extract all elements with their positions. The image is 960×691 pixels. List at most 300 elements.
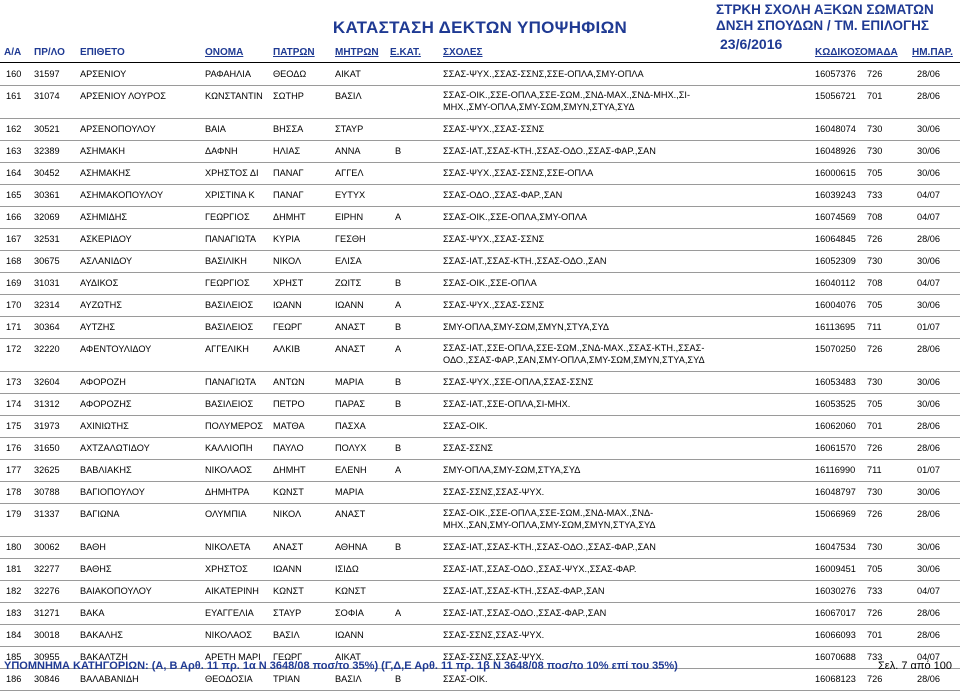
cell-surname: ΒΑΓΙΟΠΟΥΛΟΥ	[80, 487, 145, 497]
table-row	[0, 86, 960, 119]
cell-code: 16070688	[815, 652, 856, 662]
cell-prlo: 31312	[34, 399, 60, 409]
cell-code: 16061570	[815, 443, 856, 453]
cell-father: ΝΙΚΟΛ	[273, 509, 302, 519]
header-date: 23/6/2016	[720, 36, 783, 52]
cell-code: 16009451	[815, 564, 856, 574]
cell-father: ΜΑΤΘΑ	[273, 421, 305, 431]
col-prlo: ΠΡ/ΛΟ	[34, 47, 65, 58]
cell-father: ΤΡΙΑΝ	[273, 674, 301, 684]
cell-code: 16040112	[815, 278, 856, 288]
cell-mother: ΓΕΣΘΗ	[335, 234, 366, 244]
table-row	[0, 504, 960, 537]
cell-group: 733	[867, 652, 883, 662]
header-rule	[0, 62, 960, 63]
cell-schools: ΣΣΑΣ-ΣΣΝΣ	[443, 443, 493, 453]
cell-aa: 176	[6, 443, 22, 453]
cell-surname: ΑΡΣΕΝΙΟΥ ΛΟΥΡΟΣ	[80, 91, 166, 101]
table-row	[0, 273, 960, 295]
cell-surname: ΒΑΘΗΣ	[80, 564, 112, 574]
cell-name: ΝΙΚΟΛΑΟΣ	[205, 630, 252, 640]
col-impar: ΗΜ.ΠΑΡ.	[912, 47, 953, 58]
cell-code: 16062060	[815, 421, 856, 431]
column-headers	[0, 47, 960, 63]
table-row	[0, 669, 960, 691]
cell-father: ΔΗΜΗΤ	[273, 465, 306, 475]
cell-name: ΧΡΙΣΤΙΝΑ Κ	[205, 190, 255, 200]
col-aa: Α/Α	[4, 47, 22, 58]
table-row	[0, 460, 960, 482]
cell-father: ΣΩΤΗΡ	[273, 91, 304, 101]
cell-prlo: 30788	[34, 487, 60, 497]
cell-group: 730	[867, 146, 883, 156]
cell-code: 16048797	[815, 487, 856, 497]
cell-date: 28/06	[917, 630, 940, 640]
cell-aa: 167	[6, 234, 22, 244]
cell-prlo: 30364	[34, 322, 60, 332]
cell-aa: 185	[6, 652, 22, 662]
cell-aa: 182	[6, 586, 22, 596]
cell-code: 16064845	[815, 234, 856, 244]
table-row	[0, 119, 960, 141]
cell-father: ΒΗΣΣΑ	[273, 124, 304, 134]
cell-name: ΕΥΑΓΓΕΛΙΑ	[205, 608, 254, 618]
cell-aa: 168	[6, 256, 22, 266]
cell-surname: ΑΡΣΕΝΙΟΥ	[80, 69, 127, 79]
cell-name: ΒΑΣΙΛΕΙΟΣ	[205, 300, 254, 310]
cell-group: 708	[867, 278, 883, 288]
cell-date: 01/07	[917, 322, 940, 332]
cell-code: 16000615	[815, 168, 856, 178]
cell-date: 30/06	[917, 124, 940, 134]
header-org-block	[716, 2, 956, 52]
col-omada: ΟΜΑΔΑ	[860, 47, 898, 58]
cell-code: 16047534	[815, 542, 856, 552]
cell-date: 04/07	[917, 652, 940, 662]
cell-group: 730	[867, 542, 883, 552]
cell-group: 730	[867, 256, 883, 266]
cell-category: Α	[395, 344, 402, 354]
cell-mother: ΑΙΚΑΤ	[335, 652, 361, 662]
cell-date: 30/06	[917, 399, 940, 409]
cell-surname: ΒΑΓΙΩΝΑ	[80, 509, 120, 519]
cell-group: 726	[867, 608, 883, 618]
cell-aa: 171	[6, 322, 22, 332]
cell-code: 16052309	[815, 256, 856, 266]
cell-prlo: 32531	[34, 234, 60, 244]
cell-category: Α	[395, 608, 402, 618]
cell-group: 730	[867, 377, 883, 387]
cell-father: ΑΝΤΩΝ	[273, 377, 305, 387]
cell-category: Α	[395, 212, 402, 222]
col-patron: ΠΑΤΡΩΝ	[273, 47, 315, 58]
header-org-line1: ΣΤΡΚΗ ΣΧΟΛΗ ΑΞΚΩΝ ΣΩΜΑΤΩΝ	[716, 2, 934, 17]
cell-surname: ΑΣΗΜΑΚΗ	[80, 146, 125, 156]
cell-father: ΔΗΜΗΤ	[273, 212, 306, 222]
cell-date: 30/06	[917, 256, 940, 266]
table-row	[0, 317, 960, 339]
table-row	[0, 372, 960, 394]
cell-group: 726	[867, 344, 883, 354]
cell-group: 708	[867, 212, 883, 222]
cell-group: 705	[867, 564, 883, 574]
cell-mother: ΜΑΡΙΑ	[335, 487, 364, 497]
cell-prlo: 32604	[34, 377, 60, 387]
cell-date: 30/06	[917, 300, 940, 310]
table-row	[0, 438, 960, 460]
cell-prlo: 30361	[34, 190, 60, 200]
cell-surname: ΒΑΚΑΛΤΖΗ	[80, 652, 128, 662]
cell-group: 730	[867, 124, 883, 134]
table-row	[0, 251, 960, 273]
cell-mother: ΠΑΡΑΣ	[335, 399, 366, 409]
cell-father: ΓΕΩΡΓ	[273, 322, 303, 332]
cell-prlo: 30675	[34, 256, 60, 266]
cell-name: ΑΡΕΤΗ ΜΑΡΙ	[205, 652, 261, 662]
cell-prlo: 30521	[34, 124, 60, 134]
cell-group: 711	[867, 465, 882, 475]
cell-schools: ΣΣΑΣ-ΟΙΚ.,ΣΣΕ-ΟΠΛΑ,ΣΣΕ-ΣΩΜ.,ΣΝΔ-ΜΑΧ.,ΣΝΔ-ΜΗΧ.,ΣΑΝ,ΣΜΥ-ΟΠΛΑ,ΣΜΥ-ΣΩΜ,ΣΜΥΝ,ΣΤΥΑ,ΣΥΔ	[443, 508, 656, 530]
cell-father: ΓΕΩΡΓ	[273, 652, 303, 662]
cell-father: ΙΩΑΝΝ	[273, 564, 302, 574]
cell-group: 726	[867, 443, 883, 453]
cell-mother: ΖΩΙΤΣ	[335, 278, 362, 288]
cell-name: ΟΛΥΜΠΙΑ	[205, 509, 247, 519]
cell-name: ΒΑΣΙΛΙΚΗ	[205, 256, 247, 266]
cell-schools: ΣΣΑΣ-ΟΙΚ.	[443, 421, 488, 431]
cell-group: 730	[867, 487, 883, 497]
cell-schools: ΣΣΑΣ-ΙΑΤ.,ΣΣΑΣ-ΚΤΗ.,ΣΣΑΣ-ΟΔΟ.,ΣΣΑΣ-ΦΑΡ.,ΣΑΝ	[443, 542, 656, 552]
col-epitheto: ΕΠΙΘΕΤΟ	[80, 47, 125, 58]
table-row	[0, 537, 960, 559]
cell-schools: ΣΣΑΣ-ΨΥΧ.,ΣΣΑΣ-ΣΣΝΣ	[443, 300, 545, 310]
cell-group: 705	[867, 300, 883, 310]
cell-aa: 172	[6, 344, 22, 354]
header-org-line2: ΔΝΣΗ ΣΠΟΥΔΩΝ / ΤΜ. ΕΠΙΛΟΓΗΣ	[716, 18, 929, 33]
cell-schools: ΣΣΑΣ-ΨΥΧ.,ΣΣΑΣ-ΣΣΝΣ,ΣΣΕ-ΟΠΛΑ,ΣΜΥ-ΟΠΛΑ	[443, 69, 644, 79]
cell-date: 28/06	[917, 421, 940, 431]
cell-aa: 165	[6, 190, 22, 200]
cell-mother: ΑΝΑΣΤ	[335, 509, 366, 519]
cell-father: ΗΛΙΑΣ	[273, 146, 301, 156]
cell-name: ΠΑΝΑΓΙΩΤΑ	[205, 377, 257, 387]
cell-date: 28/06	[917, 674, 940, 684]
cell-mother: ΙΣΙΔΩ	[335, 564, 359, 574]
cell-mother: ΑΝΑΣΤ	[335, 344, 366, 354]
cell-father: ΘΕΟΔΩ	[273, 69, 307, 79]
cell-code: 16068123	[815, 674, 856, 684]
cell-date: 30/06	[917, 168, 940, 178]
cell-name: ΧΡΗΣΤΟΣ	[205, 564, 248, 574]
cell-name: ΓΕΩΡΓΙΟΣ	[205, 278, 250, 288]
cell-code: 16116990	[815, 465, 856, 475]
cell-date: 04/07	[917, 278, 940, 288]
cell-name: ΒΑΣΙΛΕΙΟΣ	[205, 322, 254, 332]
cell-schools: ΣΣΑΣ-ΟΔΟ.,ΣΣΑΣ-ΦΑΡ.,ΣΑΝ	[443, 190, 563, 200]
cell-mother: ΠΑΣΧΑ	[335, 421, 366, 431]
cell-mother: ΕΛΙΣΑ	[335, 256, 362, 266]
cell-surname: ΒΑΛΑΒΑΝΙΔΗ	[80, 674, 139, 684]
cell-name: ΑΙΚΑΤΕΡΙΝΗ	[205, 586, 259, 596]
cell-aa: 174	[6, 399, 22, 409]
cell-prlo: 32625	[34, 465, 60, 475]
table-row	[0, 207, 960, 229]
cell-name: ΓΕΩΡΓΙΟΣ	[205, 212, 250, 222]
cell-surname: ΑΥΖΩΤΗΣ	[80, 300, 122, 310]
col-onoma: ΟΝΟΜΑ	[205, 47, 244, 58]
cell-father: ΚΥΡΙΑ	[273, 234, 301, 244]
cell-schools: ΣΣΑΣ-ΙΑΤ.,ΣΣΑΣ-ΟΔΟ.,ΣΣΑΣ-ΦΑΡ.,ΣΑΝ	[443, 608, 607, 618]
cell-mother: ΒΑΣΙΛ	[335, 674, 362, 684]
cell-aa: 166	[6, 212, 22, 222]
cell-prlo: 30846	[34, 674, 60, 684]
cell-name: ΚΑΛΛΙΟΠΗ	[205, 443, 253, 453]
cell-name: ΠΟΛΥΜΕΡΟΣ	[205, 421, 263, 431]
cell-surname: ΑΣΗΜΙΔΗΣ	[80, 212, 128, 222]
cell-schools: ΣΣΑΣ-ΙΑΤ.,ΣΣΕ-ΟΠΛΑ,ΣΣΕ-ΣΩΜ.,ΣΝΔ-ΜΑΧ.,ΣΣΑΣ-ΚΤΗ.,ΣΣΑΣ-ΟΔΟ.,ΣΣΑΣ-ΦΑΡ.,ΣΑΝ,ΣΜΥ-ΟΠΛΑ,ΣΜΥ-ΣΩΜ,ΣΜΥΝ,ΣΤΥΑ,ΣΥΔ	[443, 343, 705, 365]
cell-father: ΒΑΣΙΛ	[273, 630, 300, 640]
cell-group: 726	[867, 674, 883, 684]
cell-father: ΠΑΝΑΓ	[273, 190, 304, 200]
cell-category: Β	[395, 278, 402, 288]
table-row	[0, 625, 960, 647]
cell-code: 16053525	[815, 399, 856, 409]
cell-group: 705	[867, 168, 883, 178]
cell-code: 16067017	[815, 608, 856, 618]
table-row	[0, 229, 960, 251]
cell-aa: 178	[6, 487, 22, 497]
cell-surname: ΒΑΚΑΛΗΣ	[80, 630, 123, 640]
cell-date: 04/07	[917, 586, 940, 596]
cell-name: ΔΗΜΗΤΡΑ	[205, 487, 250, 497]
cell-schools: ΣΣΑΣ-ΟΙΚ.,ΣΣΕ-ΟΠΛΑ	[443, 278, 537, 288]
cell-schools: ΣΣΑΣ-ΙΑΤ.,ΣΣΑΣ-ΚΤΗ.,ΣΣΑΣ-ΟΔΟ.,ΣΣΑΣ-ΦΑΡ.,ΣΑΝ	[443, 146, 656, 156]
cell-schools: ΣΜΥ-ΟΠΛΑ,ΣΜΥ-ΣΩΜ,ΣΜΥΝ,ΣΤΥΑ,ΣΥΔ	[443, 322, 610, 332]
col-scholes: ΣΧΟΛΕΣ	[443, 47, 483, 58]
cell-date: 28/06	[917, 91, 940, 101]
cell-category: Β	[395, 146, 402, 156]
cell-category: Β	[395, 399, 402, 409]
cell-surname: ΑΧΤΖΑΛΩΤΙΔΟΥ	[80, 443, 150, 453]
cell-code: 16057376	[815, 69, 856, 79]
cell-surname: ΑΥΤΖΗΣ	[80, 322, 116, 332]
cell-date: 28/06	[917, 509, 940, 519]
cell-name: ΝΙΚΟΛΕΤΑ	[205, 542, 251, 552]
cell-surname: ΑΦΕΝΤΟΥΛΙΔΟΥ	[80, 344, 152, 354]
cell-group: 701	[867, 630, 883, 640]
cell-group: 733	[867, 190, 883, 200]
cell-name: ΚΩΝΣΤΑΝΤΙΝ	[205, 91, 263, 101]
cell-prlo: 31337	[34, 509, 60, 519]
cell-mother: ΜΑΡΙΑ	[335, 377, 364, 387]
page-title: ΚΑΤΑΣΤΑΣΗ ΔΕΚΤΩΝ ΥΠΟΨΗΦΙΩΝ	[332, 18, 628, 37]
table-row	[0, 64, 960, 86]
table-row	[0, 339, 960, 372]
table-row	[0, 603, 960, 625]
cell-surname: ΑΧΙΝΙΩΤΗΣ	[80, 421, 129, 431]
cell-aa: 184	[6, 630, 22, 640]
cell-father: ΝΙΚΟΛ	[273, 256, 302, 266]
cell-schools: ΣΣΑΣ-ΙΑΤ.,ΣΣΕ-ΟΠΛΑ,ΣΙ-ΜΗΧ.	[443, 399, 571, 409]
cell-schools: ΣΣΑΣ-ΨΥΧ.,ΣΣΑΣ-ΣΣΝΣ	[443, 234, 545, 244]
cell-aa: 162	[6, 124, 22, 134]
cell-aa: 160	[6, 69, 22, 79]
cell-prlo: 32220	[34, 344, 60, 354]
cell-date: 28/06	[917, 443, 940, 453]
cell-mother: ΑΝΑΣΤ	[335, 322, 366, 332]
cell-code: 15070250	[815, 344, 856, 354]
cell-schools: ΣΣΑΣ-ΣΣΝΣ,ΣΣΑΣ-ΨΥΧ.	[443, 630, 545, 640]
cell-name: ΒΑΣΙΛΕΙΟΣ	[205, 399, 254, 409]
cell-date: 30/06	[917, 146, 940, 156]
cell-mother: ΠΟΛΥΧ	[335, 443, 367, 453]
cell-prlo: 32389	[34, 146, 60, 156]
cell-category: Β	[395, 443, 402, 453]
cell-code: 16004076	[815, 300, 856, 310]
cell-date: 28/06	[917, 608, 940, 618]
table-row	[0, 581, 960, 603]
cell-date: 28/06	[917, 234, 940, 244]
cell-group: 733	[867, 586, 883, 596]
cell-prlo: 31271	[34, 608, 60, 618]
cell-mother: ΣΟΦΙΑ	[335, 608, 364, 618]
cell-code: 16113695	[815, 322, 856, 332]
cell-date: 30/06	[917, 542, 940, 552]
cell-surname: ΑΦΟΡΟΖΗΣ	[80, 399, 132, 409]
cell-date: 01/07	[917, 465, 940, 475]
cell-aa: 177	[6, 465, 22, 475]
cell-code: 16030276	[815, 586, 856, 596]
cell-date: 30/06	[917, 377, 940, 387]
cell-aa: 169	[6, 278, 22, 288]
cell-aa: 170	[6, 300, 22, 310]
cell-father: ΧΡΗΣΤ	[273, 278, 304, 288]
cell-schools: ΣΣΑΣ-ΙΑΤ.,ΣΣΑΣ-ΚΤΗ.,ΣΣΑΣ-ΦΑΡ.,ΣΑΝ	[443, 586, 605, 596]
cell-surname: ΑΡΣΕΝΟΠΟΥΛΟΥ	[80, 124, 156, 134]
cell-prlo: 31031	[34, 278, 60, 288]
cell-mother: ΙΩΑΝΝ	[335, 630, 364, 640]
cell-schools: ΣΣΑΣ-ΨΥΧ.,ΣΣΑΣ-ΣΣΝΣ	[443, 124, 545, 134]
col-ekat: Ε.ΚΑΤ.	[390, 47, 421, 58]
cell-schools: ΣΣΑΣ-ΙΑΤ.,ΣΣΑΣ-ΚΤΗ.,ΣΣΑΣ-ΟΔΟ.,ΣΑΝ	[443, 256, 607, 266]
cell-schools: ΣΜΥ-ΟΠΛΑ,ΣΜΥ-ΣΩΜ,ΣΤΥΑ,ΣΥΔ	[443, 465, 581, 475]
cell-group: 726	[867, 234, 883, 244]
cell-surname: ΑΦΟΡΟΖΗ	[80, 377, 126, 387]
cell-surname: ΑΣΗΜΑΚΟΠΟΥΛΟΥ	[80, 190, 164, 200]
table-row	[0, 416, 960, 438]
cell-schools: ΣΣΑΣ-ΣΣΝΣ,ΣΣΑΣ-ΨΥΧ.	[443, 652, 545, 662]
cell-name: ΑΓΓΕΛΙΚΗ	[205, 344, 249, 354]
table-row	[0, 482, 960, 504]
cell-name: ΒΑΙΑ	[205, 124, 226, 134]
cell-father: ΠΕΤΡΟ	[273, 399, 305, 409]
cell-name: ΧΡΗΣΤΟΣ ΔΙ	[205, 168, 259, 178]
cell-code: 15066969	[815, 509, 856, 519]
col-mitron: ΜΗΤΡΩΝ	[335, 47, 379, 58]
cell-aa: 180	[6, 542, 22, 552]
cell-category: Β	[395, 377, 402, 387]
cell-code: 16053483	[815, 377, 856, 387]
cell-prlo: 30955	[34, 652, 60, 662]
cell-father: ΑΝΑΣΤ	[273, 542, 304, 552]
cell-aa: 173	[6, 377, 22, 387]
page-number: Σελ. 7 από 100	[878, 660, 952, 672]
cell-category: Α	[395, 300, 402, 310]
cell-surname: ΑΣΗΜΑΚΗΣ	[80, 168, 131, 178]
table-row	[0, 163, 960, 185]
candidates-table	[0, 64, 960, 691]
cell-aa: 175	[6, 421, 22, 431]
cell-prlo: 32069	[34, 212, 60, 222]
cell-code: 16048074	[815, 124, 856, 134]
cell-aa: 163	[6, 146, 22, 156]
cell-date: 30/06	[917, 564, 940, 574]
cell-schools: ΣΣΑΣ-ΟΙΚ.,ΣΣΕ-ΟΠΛΑ,ΣΣΕ-ΣΩΜ.,ΣΝΔ-ΜΑΧ.,ΣΝΔ-ΜΗΧ.,ΣΙ-ΜΗΧ.,ΣΜΥ-ΟΠΛΑ,ΣΜΥ-ΣΩΜ,ΣΜΥΝ,ΣΤΥΑ,ΣΥΔ	[443, 90, 691, 112]
cell-code: 16066093	[815, 630, 856, 640]
cell-aa: 186	[6, 674, 22, 684]
cell-surname: ΒΑΒΛΙΑΚΗΣ	[80, 465, 132, 475]
cell-group: 726	[867, 509, 883, 519]
cell-surname: ΑΣΚΕΡΙΔΟΥ	[80, 234, 132, 244]
cell-category: Β	[395, 542, 402, 552]
cell-mother: ΙΩΑΝΝ	[335, 300, 364, 310]
cell-name: ΘΕΟΔΟΣΙΑ	[205, 674, 253, 684]
cell-aa: 161	[6, 91, 22, 101]
cell-mother: ΑΝΝΑ	[335, 146, 361, 156]
cell-schools: ΣΣΑΣ-ΨΥΧ.,ΣΣΕ-ΟΠΛΑ,ΣΣΑΣ-ΣΣΝΣ	[443, 377, 594, 387]
cell-prlo: 31074	[34, 91, 60, 101]
cell-mother: ΕΛΕΝΗ	[335, 465, 367, 475]
cell-surname: ΒΑΙΑΚΟΠΟΥΛΟΥ	[80, 586, 152, 596]
cell-code: 16039243	[815, 190, 856, 200]
table-row	[0, 559, 960, 581]
cell-code: 16048926	[815, 146, 856, 156]
cell-name: ΡΑΦΑΗΛΙΑ	[205, 69, 251, 79]
cell-mother: ΑΙΚΑΤ	[335, 69, 361, 79]
cell-mother: ΑΓΓΕΛ	[335, 168, 364, 178]
cell-father: ΠΑΥΛΟ	[273, 443, 304, 453]
cell-mother: ΣΤΑΥΡ	[335, 124, 364, 134]
cell-prlo: 31650	[34, 443, 60, 453]
cell-father: ΑΛΚΙΒ	[273, 344, 301, 354]
cell-group: 726	[867, 69, 883, 79]
cell-date: 28/06	[917, 344, 940, 354]
cell-mother: ΕΙΡΗΝ	[335, 212, 364, 222]
cell-mother: ΑΘΗΝΑ	[335, 542, 368, 552]
cell-prlo: 32277	[34, 564, 60, 574]
cell-mother: ΕΥΤΥΧ	[335, 190, 366, 200]
cell-surname: ΑΥΔΙΚΟΣ	[80, 278, 119, 288]
cell-schools: ΣΣΑΣ-ΣΣΝΣ,ΣΣΑΣ-ΨΥΧ.	[443, 487, 545, 497]
cell-schools: ΣΣΑΣ-ΟΙΚ.	[443, 674, 488, 684]
cell-aa: 164	[6, 168, 22, 178]
cell-category: Β	[395, 322, 402, 332]
cell-name: ΠΑΝΑΓΙΩΤΑ	[205, 234, 257, 244]
table-row	[0, 185, 960, 207]
col-kodikos: ΚΩΔΙΚΟΣ	[815, 47, 861, 58]
cell-group: 711	[867, 322, 882, 332]
cell-date: 30/06	[917, 487, 940, 497]
cell-schools: ΣΣΑΣ-ΟΙΚ.,ΣΣΕ-ΟΠΛΑ,ΣΜΥ-ΟΠΛΑ	[443, 212, 588, 222]
table-row	[0, 394, 960, 416]
cell-group: 701	[867, 91, 883, 101]
cell-prlo: 32276	[34, 586, 60, 596]
cell-date: 04/07	[917, 190, 940, 200]
cell-date: 28/06	[917, 69, 940, 79]
cell-father: ΣΤΑΥΡ	[273, 608, 302, 618]
cell-schools: ΣΣΑΣ-ΨΥΧ.,ΣΣΑΣ-ΣΣΝΣ,ΣΣΕ-ΟΠΛΑ	[443, 168, 594, 178]
table-row	[0, 141, 960, 163]
